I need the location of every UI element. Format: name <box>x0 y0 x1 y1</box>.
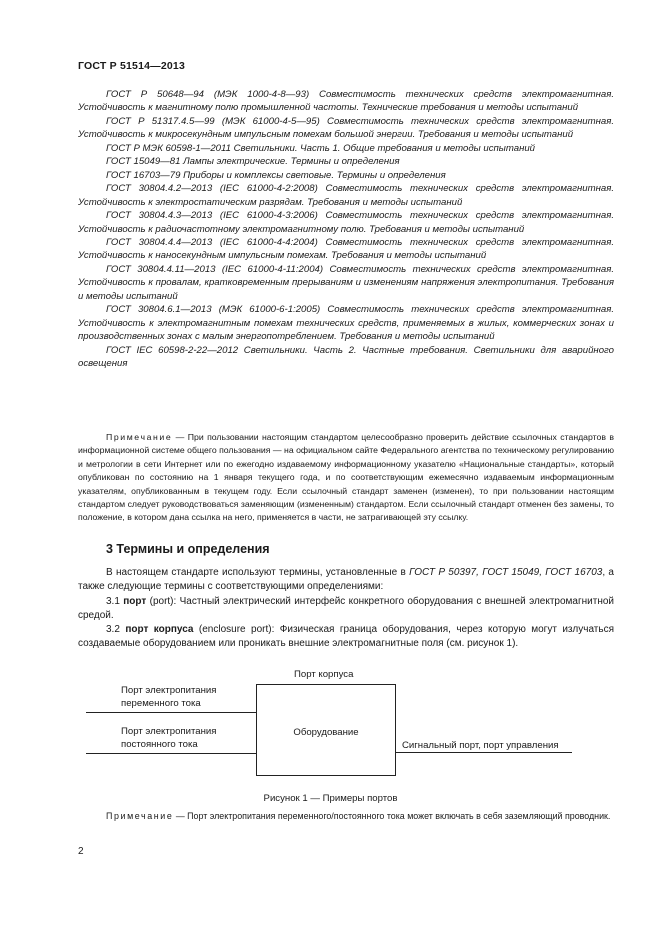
dc-port-label: Порт электропитания постоянного тока <box>121 726 217 750</box>
normative-references <box>78 88 614 371</box>
section-intro <box>78 566 614 595</box>
reference-item: ГОСТ 15049—81 Лампы электрические. Термины и определения <box>106 156 400 168</box>
reference-item: ГОСТ 30804.6.1—2013 (МЭК 61000-6-1:2005) Совместимость технических средств электромагнитная. Устойчивость к электромагнитным помехам технических средств, применяемых в жилых, коммерческих зонах и производственных зонах с малым энергопотреблением. Требования и методы испытаний <box>78 304 614 343</box>
note-references <box>78 431 614 525</box>
note-figure <box>78 810 614 823</box>
section-body <box>78 566 614 652</box>
reference-item: ГОСТ 30804.4.3—2013 (IEC 61000-4-3:2006) Совместимость технических средств электромагнитная. Устойчивость к радиочастотному электромагнитному полю. Требования и методы испытаний <box>78 210 614 235</box>
reference-item: ГОСТ IEC 60598-2-22—2012 Светильники. Часть 2. Частные требования. Светильники для аварийного освещения <box>78 344 614 370</box>
term-definition: (port): Частный электрический интерфейс конкретного оборудования с внешней электромагнитной средой. <box>78 595 614 621</box>
reference-item: ГОСТ 30804.4.4—2013 (IEC 61000-4-4:2004) Совместимость технических средств электромагнитная. Устойчивость к наносекундным импульсным помехам. Требования и методы испытаний <box>78 236 614 262</box>
section-title: 3 Термины и определения <box>106 542 270 556</box>
intro-refs: ГОСТ Р 50397, ГОСТ 15049, ГОСТ 16703 <box>409 567 603 578</box>
term-number: 3.2 <box>106 624 126 636</box>
reference-item: ГОСТ Р МЭК 60598-1—2011 Светильники. Часть 1. Общие требования и методы испытаний <box>106 142 536 154</box>
intro-text-a: В настоящем стандарте используют термины, установленные в <box>106 567 410 578</box>
term-definition: (enclosure port): Физическая граница оборудования, через которую могут излучаться создаваемые оборудованием или проникать внешние электромагнитные поля (см. рисунок 1). <box>78 624 614 650</box>
reference-item: ГОСТ 16703—79 Приборы и комплексы световые. Термины и определения <box>106 169 446 181</box>
note-text: — При пользовании настоящим стандартом целесообразно проверить действие ссылочных стандартов в информационной системе общего пользования — на официальном сайте Федерального агентства по техническому регулированию и метрологии в сети Интернет или по ежегодно издаваемому информационному указателю «Национальные стандарты», который опубликован по состоянию на 1 января текущего года, и по соответствующим ежемесячно издаваемым информационным указателям, опубликованным в текущем году. Если ссылочный стандарт заменен (изменен), то при пользовании настоящим стандартом следует руководствоваться заменяющим (измененным) стандартом. Если ссылочный стандарт отменен без замены, то положение, в котором дана ссылка на него, применяется в части, не затрагивающей эту ссылку. <box>78 432 614 523</box>
term-number: 3.1 <box>106 595 124 607</box>
term-name: порт <box>123 595 147 607</box>
signal-port-label: Сигнальный порт, порт управления <box>402 740 559 751</box>
figure-caption: Рисунок 1 — Примеры портов <box>263 793 398 804</box>
equipment-label: Оборудование <box>293 727 359 738</box>
note-text: — Порт электропитания переменного/постоянного тока может включать в себя заземляющий проводник. <box>173 811 611 821</box>
ac-port-line <box>86 712 256 713</box>
ports-diagram <box>0 660 661 810</box>
enclosure-port-label: Порт корпуса <box>294 669 354 680</box>
page-number: 2 <box>78 846 84 857</box>
dc-port-line <box>86 753 256 754</box>
term-3-1 <box>78 595 614 624</box>
reference-item: ГОСТ 30804.4.11—2013 (IEC 61000-4-11:2004) Совместимость технических средств электромагнитная. Устойчивость к провалам, кратковременным прерываниям и изменениям напряжения электропитания. Требования и методы испытаний <box>78 263 614 302</box>
reference-item: ГОСТ Р 51317.4.5—99 (МЭК 61000-4-5—95) Совместимость технических средств электромагнитная. Устойчивость к микросекундным импульсным помехам большой энергии. Требования и методы испытаний <box>78 115 614 141</box>
reference-item: ГОСТ Р 50648—94 (МЭК 1000-4-8—93) Совместимость технических средств электромагнитная. Устойчивость к магнитному полю промышленной частоты. Технические требования и методы испытаний <box>78 89 614 114</box>
signal-port-line <box>396 752 572 753</box>
term-name: порт корпуса <box>125 624 194 636</box>
term-3-2 <box>78 623 614 652</box>
intro-text-b: , а также следующие термины с соответствующими определениями: <box>78 567 614 593</box>
note-label: Примечание <box>106 811 174 821</box>
reference-item: ГОСТ 30804.4.2—2013 (IEC 61000-4-2:2008) Совместимость технических средств электромагнитная. Устойчивость к электростатическим разрядам. Требования и методы испытаний <box>78 183 614 208</box>
document-header: ГОСТ Р 51514—2013 <box>78 60 186 72</box>
ac-port-label: Порт электропитания переменного тока <box>121 685 217 709</box>
note-label: Примечание <box>106 432 173 442</box>
